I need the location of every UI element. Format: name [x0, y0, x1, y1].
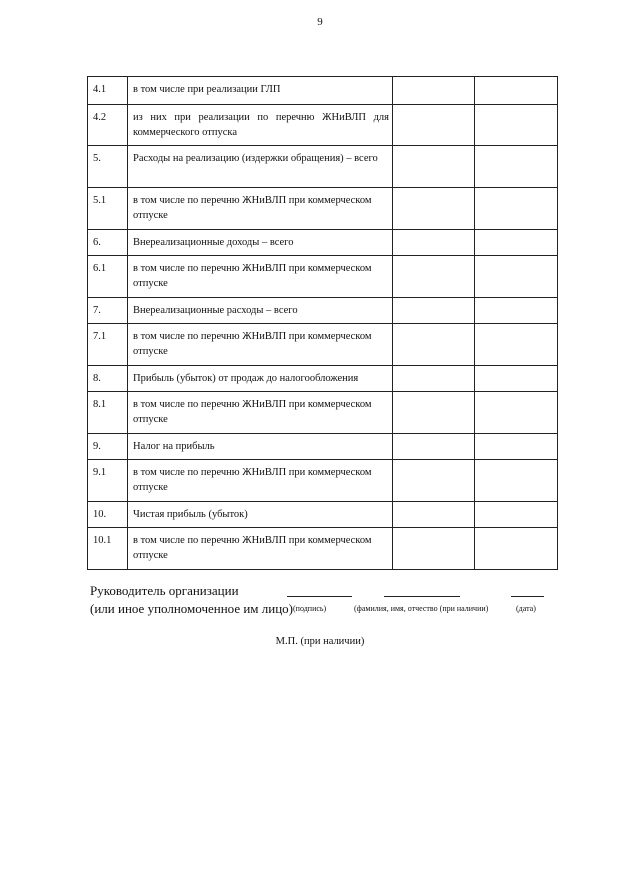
value-cell[interactable] — [475, 230, 558, 256]
row-number: 10.1 — [88, 528, 128, 570]
row-label: в том числе по перечню ЖНиВЛП при коммерческом отпуске — [128, 460, 393, 502]
table-row — [88, 298, 558, 324]
table-row — [88, 392, 558, 434]
row-number: 5. — [88, 146, 128, 188]
row-label: из них при реализации по перечню ЖНиВЛП для коммерческого отпуска — [128, 105, 393, 146]
value-cell[interactable] — [393, 392, 475, 434]
value-cell[interactable] — [475, 324, 558, 366]
row-label: Налог на прибыль — [128, 434, 393, 460]
value-cell[interactable] — [393, 324, 475, 366]
table-row — [88, 366, 558, 392]
value-cell[interactable] — [393, 502, 475, 528]
row-number: 8.1 — [88, 392, 128, 434]
table-row — [88, 528, 558, 570]
row-label: в том числе по перечню ЖНиВЛП при коммерческом отпуске — [128, 392, 393, 434]
value-cell[interactable] — [475, 434, 558, 460]
value-cell[interactable] — [393, 230, 475, 256]
value-cell[interactable] — [393, 188, 475, 230]
row-label: Расходы на реализацию (издержки обращения) – всего — [128, 146, 393, 188]
value-cell[interactable] — [393, 528, 475, 570]
row-label: Внереализационные доходы – всего — [128, 230, 393, 256]
row-label: в том числе при реализации ГЛП — [128, 77, 393, 105]
row-number: 8. — [88, 366, 128, 392]
value-cell[interactable] — [475, 392, 558, 434]
value-cell[interactable] — [393, 105, 475, 146]
value-cell[interactable] — [393, 366, 475, 392]
value-cell[interactable] — [475, 528, 558, 570]
table-row — [88, 324, 558, 366]
row-number: 6.1 — [88, 256, 128, 298]
value-cell[interactable] — [393, 460, 475, 502]
row-number: 9.1 — [88, 460, 128, 502]
row-label: в том числе по перечню ЖНиВЛП при коммерческом отпуске — [128, 256, 393, 298]
row-label: Внереализационные расходы – всего — [128, 298, 393, 324]
signature-title-line2: (или иное уполномоченное им лицо) — [90, 601, 294, 616]
value-cell[interactable] — [475, 502, 558, 528]
value-cell[interactable] — [393, 146, 475, 188]
row-number: 6. — [88, 230, 128, 256]
value-cell[interactable] — [475, 105, 558, 146]
row-number: 10. — [88, 502, 128, 528]
value-cell[interactable] — [475, 460, 558, 502]
table-row — [88, 460, 558, 502]
row-number: 9. — [88, 434, 128, 460]
report-table — [87, 76, 558, 570]
value-cell[interactable] — [475, 256, 558, 298]
row-label: Прибыль (убыток) от продаж до налогообложения — [128, 366, 393, 392]
value-cell[interactable] — [393, 77, 475, 105]
row-number: 4.1 — [88, 77, 128, 105]
page-number: 9 — [317, 16, 323, 28]
row-number: 4.2 — [88, 105, 128, 146]
value-cell[interactable] — [475, 188, 558, 230]
row-label: в том числе по перечню ЖНиВЛП при коммерческом отпуске — [128, 324, 393, 366]
value-cell[interactable] — [393, 434, 475, 460]
table-row — [88, 230, 558, 256]
stamp-note: М.П. (при наличии) — [275, 636, 365, 647]
signature-field[interactable] — [287, 596, 352, 597]
table-row — [88, 256, 558, 298]
value-cell[interactable] — [475, 298, 558, 324]
table-row — [88, 146, 558, 188]
name-field[interactable] — [384, 596, 460, 597]
row-label: в том числе по перечню ЖНиВЛП при коммерческом отпуске — [128, 188, 393, 230]
row-label: в том числе по перечню ЖНиВЛП при коммерческом отпуске — [128, 528, 393, 570]
row-label: Чистая прибыль (убыток) — [128, 502, 393, 528]
value-cell[interactable] — [393, 298, 475, 324]
table-row — [88, 188, 558, 230]
date-field[interactable] — [511, 596, 544, 597]
row-number: 7. — [88, 298, 128, 324]
value-cell[interactable] — [475, 366, 558, 392]
table-row — [88, 434, 558, 460]
value-cell[interactable] — [475, 77, 558, 105]
row-number: 5.1 — [88, 188, 128, 230]
date-caption: (дата) — [516, 604, 536, 613]
row-number: 7.1 — [88, 324, 128, 366]
value-cell[interactable] — [393, 256, 475, 298]
table-row — [88, 77, 558, 105]
signature-title-line1: Руководитель организации — [90, 583, 239, 598]
name-caption: (фамилия, имя, отчество (при наличии) — [354, 604, 489, 613]
signature-caption: (подпись) — [293, 604, 327, 613]
table-row — [88, 105, 558, 146]
table-row — [88, 502, 558, 528]
value-cell[interactable] — [475, 146, 558, 188]
